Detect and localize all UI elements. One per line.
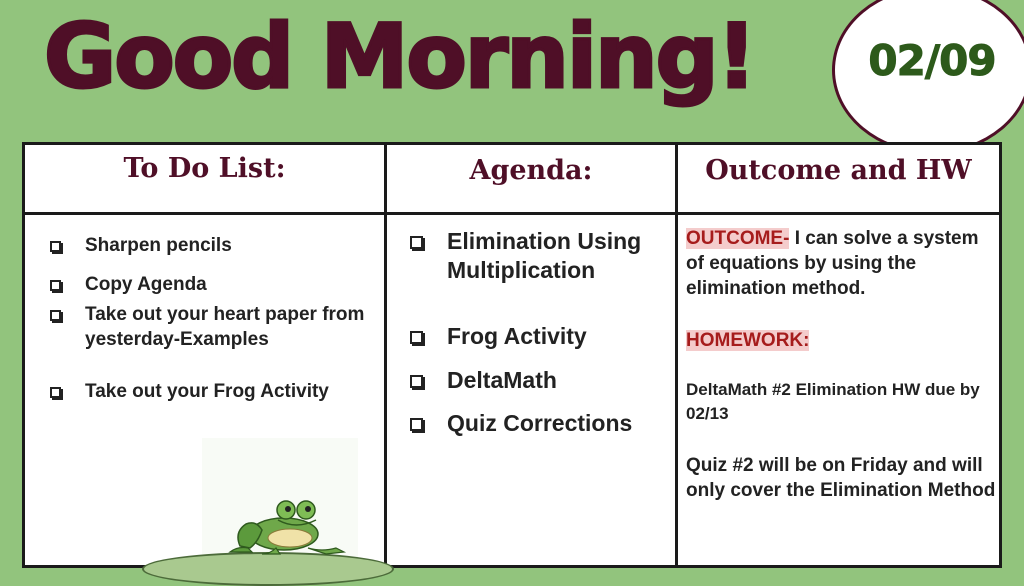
column-divider bbox=[675, 145, 678, 565]
quiz-notice: Quiz #2 will be on Friday and will only cover the Elimination Method bbox=[686, 455, 996, 501]
checkbox-bullet-icon bbox=[410, 418, 423, 431]
checkbox-bullet-icon bbox=[410, 331, 423, 344]
checkbox-bullet-icon bbox=[50, 280, 61, 291]
agenda-item-text: Quiz Corrections bbox=[447, 410, 633, 436]
checkbox-bullet-icon bbox=[410, 236, 423, 249]
agenda-item bbox=[410, 227, 670, 285]
outcome-heading: Outcome and HW bbox=[705, 155, 972, 186]
outcome-label: OUTCOME- bbox=[686, 228, 790, 249]
checkbox-bullet-icon bbox=[50, 387, 61, 398]
checkbox-bullet-icon bbox=[410, 375, 423, 388]
frog-icon bbox=[226, 496, 350, 558]
outcome-statement bbox=[686, 226, 996, 301]
outcome-body: I can solve a system of equations by using the elimination method. bbox=[686, 228, 979, 299]
agenda-item bbox=[410, 322, 670, 351]
checkbox-bullet-icon bbox=[50, 241, 61, 252]
agenda-heading: Agenda: bbox=[469, 155, 593, 186]
agenda-item bbox=[410, 409, 670, 438]
agenda-item-text: DeltaMath bbox=[447, 367, 557, 393]
agenda-item bbox=[410, 366, 670, 395]
todo-item-text: Take out your Frog Activity bbox=[85, 381, 329, 402]
agenda-item-text: Elimination Using Multiplication bbox=[447, 228, 642, 283]
schedule-table bbox=[22, 142, 1002, 568]
checkbox-bullet-icon bbox=[50, 310, 61, 321]
todo-item-text: Take out your heart paper from yesterday-Examples bbox=[85, 304, 365, 350]
todo-item bbox=[50, 233, 360, 258]
header-divider bbox=[25, 212, 999, 215]
todo-item bbox=[50, 272, 360, 297]
todo-item-text: Copy Agenda bbox=[85, 274, 207, 295]
homework-label-row bbox=[686, 328, 996, 353]
todo-item-text: Sharpen pencils bbox=[85, 235, 232, 256]
agenda-item-text: Frog Activity bbox=[447, 323, 587, 349]
todo-item bbox=[50, 379, 375, 404]
homework-text: DeltaMath #2 Elimination HW due by 02/13 bbox=[686, 380, 980, 423]
date-label: 02/09 bbox=[868, 36, 996, 85]
todo-heading: To Do List: bbox=[123, 153, 286, 184]
column-divider bbox=[384, 145, 387, 565]
page-title: Good Morning! bbox=[44, 5, 755, 108]
todo-item bbox=[50, 302, 365, 352]
homework-label: HOMEWORK: bbox=[686, 330, 810, 351]
